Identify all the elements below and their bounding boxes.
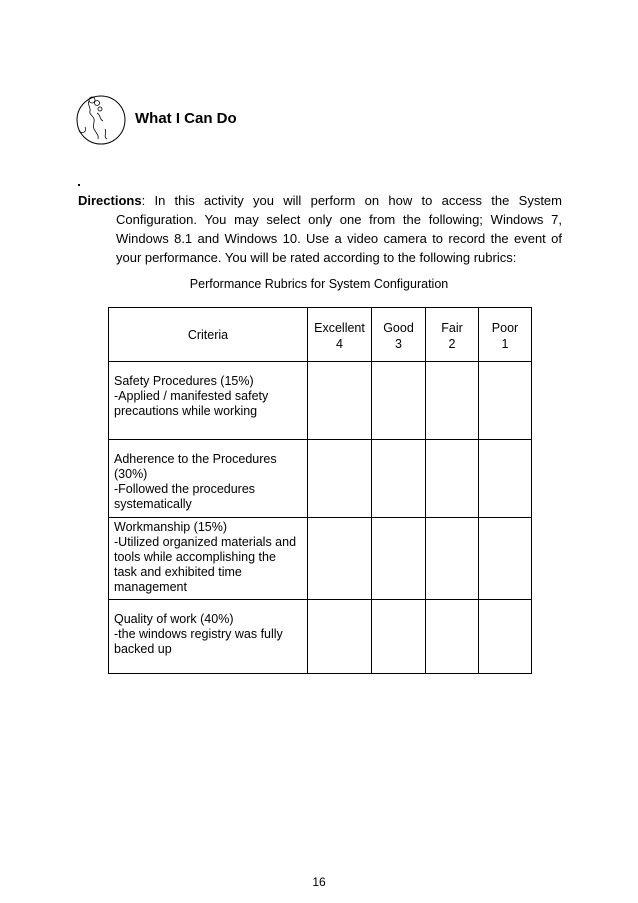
score-cell-excellent[interactable]	[308, 600, 372, 674]
section-title: What I Can Do	[135, 110, 237, 127]
header-fair-score: 2	[448, 337, 456, 351]
header-fair	[426, 308, 479, 362]
rubric-table	[108, 307, 532, 674]
score-cell-excellent[interactable]	[308, 362, 372, 440]
header-good	[372, 308, 426, 362]
criteria-line: -Utilized organized materials and	[114, 535, 297, 549]
criteria-line: precautions while working	[114, 404, 258, 418]
criteria-cell	[109, 440, 308, 518]
header-poor-label: Poor	[491, 321, 519, 335]
score-cell-poor[interactable]	[479, 440, 532, 518]
criteria-line: Workmanship (15%)	[114, 520, 228, 534]
globe-icon	[75, 91, 131, 147]
criteria-cell	[109, 362, 308, 440]
header-poor-score: 1	[501, 337, 509, 351]
table-caption: Performance Rubrics for System Configuration	[189, 277, 449, 291]
score-cell-excellent[interactable]	[308, 440, 372, 518]
score-cell-fair[interactable]	[426, 518, 479, 600]
criteria-line: Adherence to the Procedures	[114, 452, 277, 466]
score-cell-fair[interactable]	[426, 440, 479, 518]
header-good-label: Good	[383, 321, 414, 335]
criteria-cell	[109, 600, 308, 674]
directions-label: Directions	[78, 193, 142, 208]
criteria-line: systematically	[114, 497, 192, 511]
criteria-line: -Followed the procedures	[114, 482, 256, 496]
page-number: 16	[312, 875, 326, 889]
table-row	[109, 518, 532, 600]
header-excellent-label: Excellent	[314, 321, 365, 335]
criteria-line: Safety Procedures (15%)	[114, 374, 254, 388]
score-cell-poor[interactable]	[479, 600, 532, 674]
directions-text: : In this activity you will perform on how to access the System Configuration. You may select only one from the following; Windows 7, Windows 8.1 and Windows 10. Use a video camera to record the event of your performance. You will be rated according to the following rubrics:	[116, 193, 562, 265]
criteria-cell	[109, 518, 308, 600]
header-poor	[479, 308, 532, 362]
criteria-line: Quality of work (40%)	[114, 612, 234, 626]
criteria-line: (30%)	[114, 467, 148, 481]
stray-mark	[78, 184, 80, 186]
score-cell-poor[interactable]	[479, 518, 532, 600]
table-row	[109, 362, 532, 440]
criteria-line: -the windows registry was fully	[114, 627, 283, 641]
score-cell-good[interactable]	[372, 362, 426, 440]
table-row	[109, 440, 532, 518]
score-cell-fair[interactable]	[426, 362, 479, 440]
criteria-line: management	[114, 580, 187, 594]
header-fair-label: Fair	[441, 321, 463, 335]
criteria-line: tools while accomplishing the	[114, 550, 276, 564]
header-row	[109, 308, 532, 362]
score-cell-excellent[interactable]	[308, 518, 372, 600]
score-cell-good[interactable]	[372, 518, 426, 600]
score-cell-good[interactable]	[372, 600, 426, 674]
header-good-score: 3	[395, 337, 402, 351]
criteria-line: task and exhibited time	[114, 565, 242, 579]
header-criteria: Criteria	[109, 308, 308, 362]
criteria-line: backed up	[114, 642, 172, 656]
header-excellent	[308, 308, 372, 362]
score-cell-poor[interactable]	[479, 362, 532, 440]
header-excellent-score: 4	[336, 337, 343, 351]
criteria-line: -Applied / manifested safety	[114, 389, 269, 403]
directions-paragraph	[78, 191, 562, 267]
table-row	[109, 600, 532, 674]
score-cell-good[interactable]	[372, 440, 426, 518]
score-cell-fair[interactable]	[426, 600, 479, 674]
